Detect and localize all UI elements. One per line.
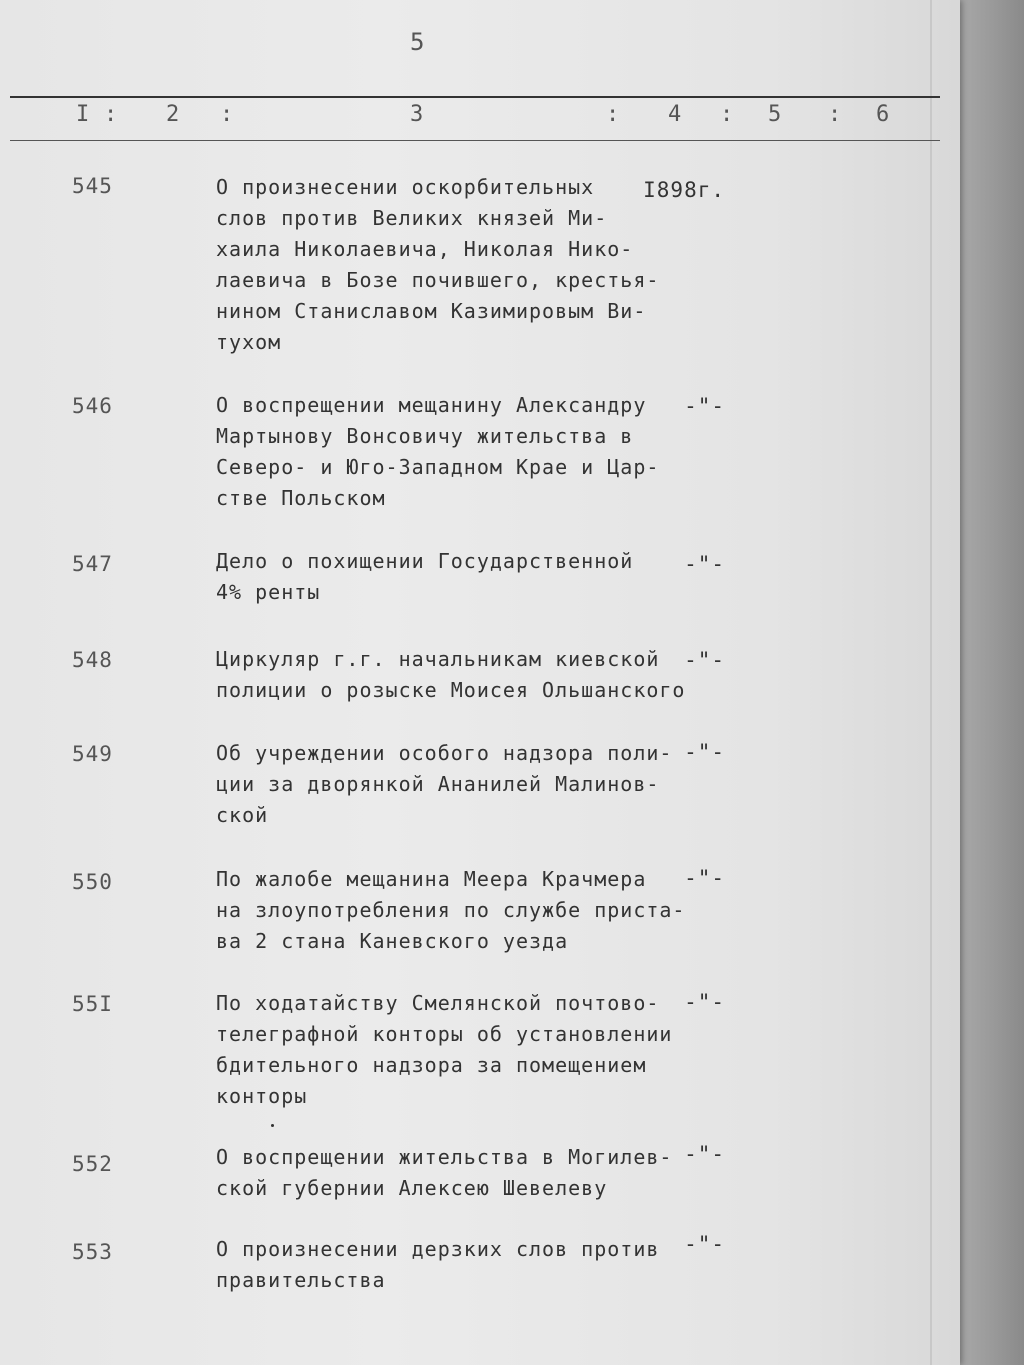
entry-title: Об учреждении особого надзора поли- ции за дворянкой Ананилей Малинов- ской (216, 741, 673, 827)
page-fold (930, 0, 932, 1365)
column-header-4: 4 (668, 102, 682, 127)
entry-number: 545 (72, 174, 113, 198)
entry-number: 55I (72, 992, 113, 1016)
entry-title: По ходатайству Смелянской почтово- телеграфной конторы об установлении бдительного надзора за помещением конторы (216, 991, 673, 1108)
column-header-2: 2 (166, 102, 180, 127)
entry-number: 549 (72, 742, 113, 766)
entry-title: О произнесении дерзких слов против правительства (216, 1237, 660, 1292)
page-number: 5 (410, 28, 425, 56)
entry-date: -"- (684, 1142, 725, 1166)
entry-date: -"- (684, 648, 725, 672)
column-separator: : (720, 102, 734, 127)
entry-date: -"- (684, 552, 725, 576)
column-header-5: 5 (768, 102, 782, 127)
entry-title: По жалобе мещанина Меера Крачмера на злоупотребления по службе приста- ва 2 стана Каневского уезда (216, 867, 686, 953)
entry-number: 547 (72, 552, 113, 576)
entry-title: Циркуляр г.г. начальникам киевской полиции о розыске Моисея Ольшанского (216, 647, 686, 702)
entry-date: I898г. (643, 178, 725, 202)
column-separator: : (220, 102, 234, 127)
entry-number: 548 (72, 648, 113, 672)
header-rule-top (10, 96, 940, 98)
column-separator: : (104, 102, 118, 127)
column-header-6: 6 (876, 102, 890, 127)
page-edge-background (960, 0, 1024, 1365)
entry-date: -"- (684, 1232, 725, 1256)
entry-number: 550 (72, 870, 113, 894)
entry-number: 552 (72, 1152, 113, 1176)
ink-speck (271, 1124, 274, 1127)
entry-date: -"- (684, 394, 725, 418)
entry-title: Дело о похищении Государственной 4% ренты (216, 549, 634, 604)
entry-number: 553 (72, 1240, 113, 1264)
header-rule-bottom (10, 140, 940, 141)
entry-date: -"- (684, 866, 725, 890)
column-separator: : (606, 102, 620, 127)
column-header-3: 3 (410, 102, 424, 127)
entry-date: -"- (684, 990, 725, 1014)
entry-title: О воспрещении мещанину Александру Мартынову Вонсовичу жительства в Северо- и Юго-Западном Крае и Цар- стве Польском (216, 393, 660, 510)
column-header-1: I (76, 102, 90, 127)
column-separator: : (828, 102, 842, 127)
entry-number: 546 (72, 394, 113, 418)
entry-date: -"- (684, 740, 725, 764)
entry-title: О произнесении оскорбительных слов против Великих князей Ми- хаила Николаевича, Николая Нико- лаевича в Бозе почившего, крестья- нином Станиславом Казимировым Ви- тухом (216, 175, 660, 354)
entry-title: О воспрещении жительства в Могилев- ской губернии Алексею Шевелеву (216, 1145, 673, 1200)
